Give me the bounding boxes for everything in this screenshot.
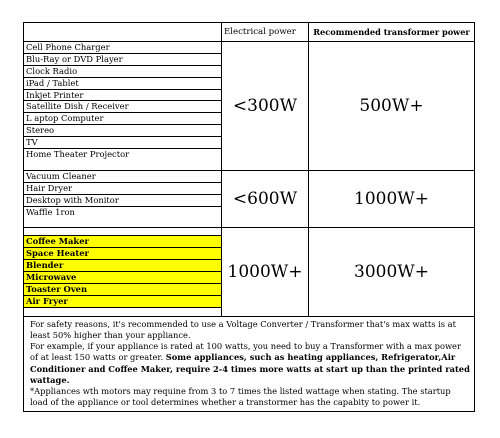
list-item: Clock Radio [24,66,221,78]
note-safety: For safety reasons, it's recommended to use a Voltage Converter / Transformer that's max watts is at least 50% higher than your appliance. [30,318,456,341]
list-item: Waffle 1ron [26,206,75,217]
group-3-power: 1000W+ [222,228,309,316]
list-item: Desktop with Monitor [24,195,221,207]
group-3-appliances [24,228,222,316]
list-item: Coffee Maker [24,236,221,248]
spacer [24,307,221,316]
list-item: iPad / Tablet [24,78,221,90]
appliance-list-highlighted [24,236,221,306]
group-2-transformer: 1000W+ [309,171,474,229]
note-motors: *Appliances wth motors may requine from 3 to 7 times the listed wattage when stating. The startup load of the appliance or tool determines whether a transtormer has the capabity to power it. [30,386,451,408]
group-2-appliances [24,171,222,229]
table-row-group-3 [24,228,474,316]
header-electrical-power: Electrical power [222,23,309,42]
appliance-list [24,171,221,218]
list-item: Space Heater [24,248,221,260]
list-item: Satellite Dish / Receiver [24,101,221,113]
list-item: Microwave [24,272,221,284]
table-header-row [24,23,474,42]
header-appliance [24,23,222,42]
list-item: TV [24,137,221,149]
appliance-list [24,42,221,160]
list-item: Air Fryer [24,296,221,307]
note-example-text: For example, if your appliance is rated at 100 watts, you need to buy a Transformer with a max power of at least 150 watts or greater. [30,341,461,363]
power-table [23,22,475,412]
group-3-transformer: 3000W+ [309,228,474,316]
note-example [30,341,471,386]
table-row-group-2 [24,171,474,229]
list-item: Toaster Oven [24,284,221,296]
list-item: Cell Phone Charger [24,42,221,54]
spacer [24,217,221,227]
safety-notes [24,317,474,412]
group-2-power: <600W [222,171,309,229]
group-1-transformer: 500W+ [309,42,474,171]
group-1-appliances [24,42,222,171]
list-item: L aptop Computer [24,113,221,125]
list-item: Hair Dryer [24,183,221,195]
list-item: Stereo [24,125,221,137]
list-item: Blu-Ray or DVD Player [24,54,221,66]
spacer [24,160,221,170]
note-example-bold: Some appliances, such as heating appliances, Refrigerator,Air Conditioner and Coffee Maker, require 2-4 times more watts at start up than the printed rated wattage. [30,352,470,385]
spacer [24,228,221,236]
list-item: Vacuum Cleaner [24,171,221,183]
list-item: Home Theater Projector [26,149,130,160]
group-1-power: <300W [222,42,309,171]
list-item: Inkjet Printer [24,90,221,102]
table-row-group-1 [24,42,474,171]
list-item: Blender [24,260,221,272]
header-recommended-transformer: Recommended transformer power [309,23,474,42]
